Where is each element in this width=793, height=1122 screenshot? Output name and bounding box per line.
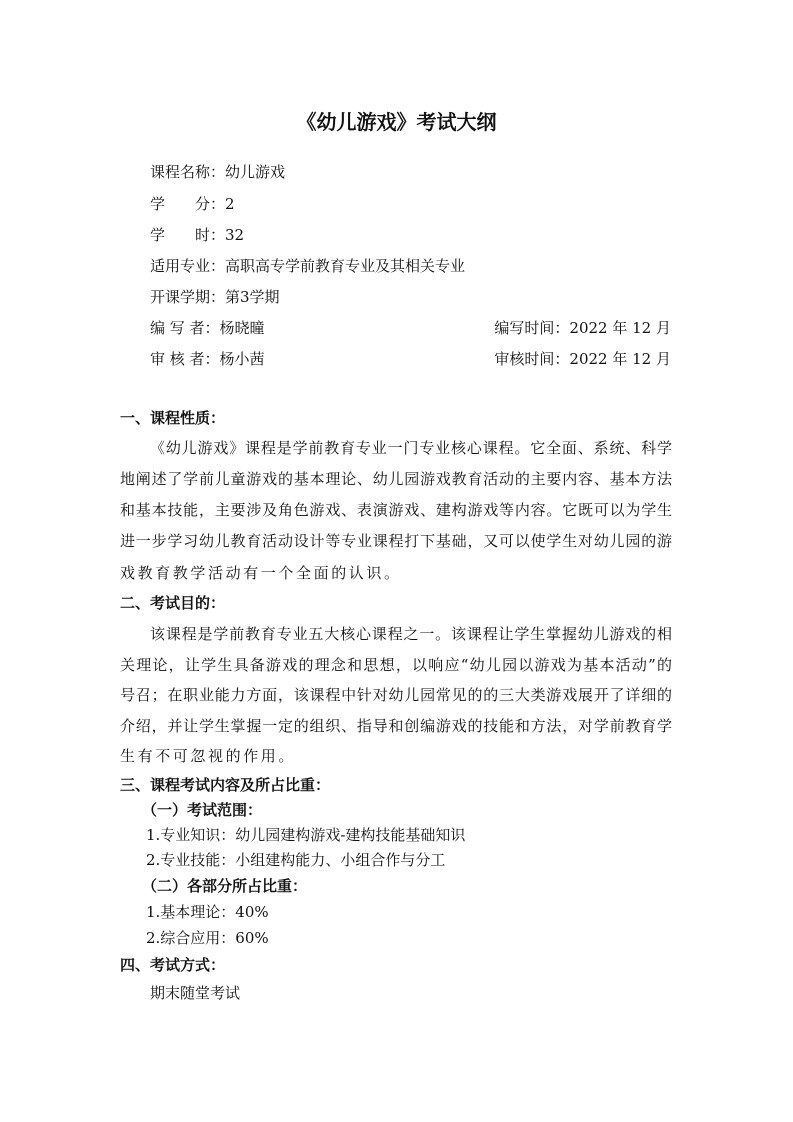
- subsection-heading: （一）考试范围：: [142, 801, 263, 819]
- info-label: 学 分：: [150, 195, 226, 213]
- info-value: 杨晓曈: [219, 319, 265, 337]
- paragraph-line: 该课程是学前教育专业五大核心课程之一。该课程让学生掌握幼儿游戏的相: [150, 625, 672, 643]
- section-heading: 二、考试目的：: [120, 594, 226, 612]
- paragraph-line: 关理论，让学生具备游戏的理念和思想，以响应“幼儿园以游戏为基本活动”的: [120, 656, 672, 674]
- list-item: 1.专业知识：幼儿园建构游戏-建构技能基础知识: [146, 826, 466, 844]
- list-item: 2.综合应用：60%: [146, 929, 269, 947]
- list-item: 1.基本理论：40%: [146, 903, 269, 921]
- section-heading: 一、课程性质：: [120, 409, 226, 427]
- info-review-date: 审核时间：2022 年 12 月: [494, 350, 671, 368]
- info-value: 第3学期: [225, 288, 280, 306]
- paragraph-line: 号召；在职业能力方面，该课程中针对幼儿园常见的的三大类游戏展开了详细的: [120, 686, 672, 704]
- info-value: 幼儿游戏: [225, 163, 286, 181]
- info-reviewer: [150, 349, 265, 369]
- list-item: 2.专业技能：小组建构能力、小组合作与分工: [146, 851, 446, 869]
- exam-method: 期末随堂考试: [150, 984, 241, 1002]
- info-semester: [150, 287, 280, 307]
- info-label: 审 核 者：: [150, 350, 220, 368]
- info-value: 2: [225, 195, 235, 213]
- section-heading: 四、考试方式：: [120, 956, 226, 974]
- info-author: [150, 318, 265, 338]
- subsection-heading: （二）各部分所占比重：: [142, 877, 308, 895]
- paragraph-line: 戏教育教学活动有一个全面的认识。: [120, 564, 402, 582]
- info-hours: [150, 225, 244, 245]
- info-course-name: [150, 162, 285, 182]
- info-author-date: 编写时间：2022 年 12 月: [494, 319, 671, 337]
- paragraph-line: 生有不可忽视的作用。: [120, 747, 297, 765]
- document-title: 《幼儿游戏》考试大纲: [296, 110, 497, 134]
- paragraph-line: 介绍，并让学生掌握一定的组织、指导和创编游戏的技能和方法，对学前教育学: [120, 717, 672, 735]
- section-heading: 三、课程考试内容及所占比重：: [120, 776, 331, 794]
- info-label: 编 写 者：: [150, 319, 220, 337]
- info-credits: [150, 194, 235, 214]
- info-value: 32: [225, 226, 245, 244]
- paragraph-line: 和基本技能，主要涉及角色游戏、表演游戏、建构游戏等内容。它既可以为学生: [120, 501, 672, 519]
- info-label: 开课学期：: [150, 288, 226, 306]
- info-major: [150, 256, 465, 276]
- paragraph-line: 进一步学习幼儿教育活动设计等专业课程打下基础，又可以使学生对幼儿园的游: [120, 532, 672, 550]
- info-label: 适用专业：: [150, 257, 226, 275]
- info-label: 课程名称：: [150, 163, 226, 181]
- paragraph-line: 地阐述了学前儿童游戏的基本理论、幼儿园游戏教育活动的主要内容、基本方法: [120, 470, 672, 488]
- info-label: 学 时：: [150, 226, 226, 244]
- info-value: 高职高专学前教育专业及其相关专业: [225, 257, 466, 275]
- paragraph-line: 《幼儿游戏》课程是学前教育专业一门专业核心课程。它全面、系统、科学: [150, 439, 672, 457]
- info-value: 杨小茜: [219, 350, 265, 368]
